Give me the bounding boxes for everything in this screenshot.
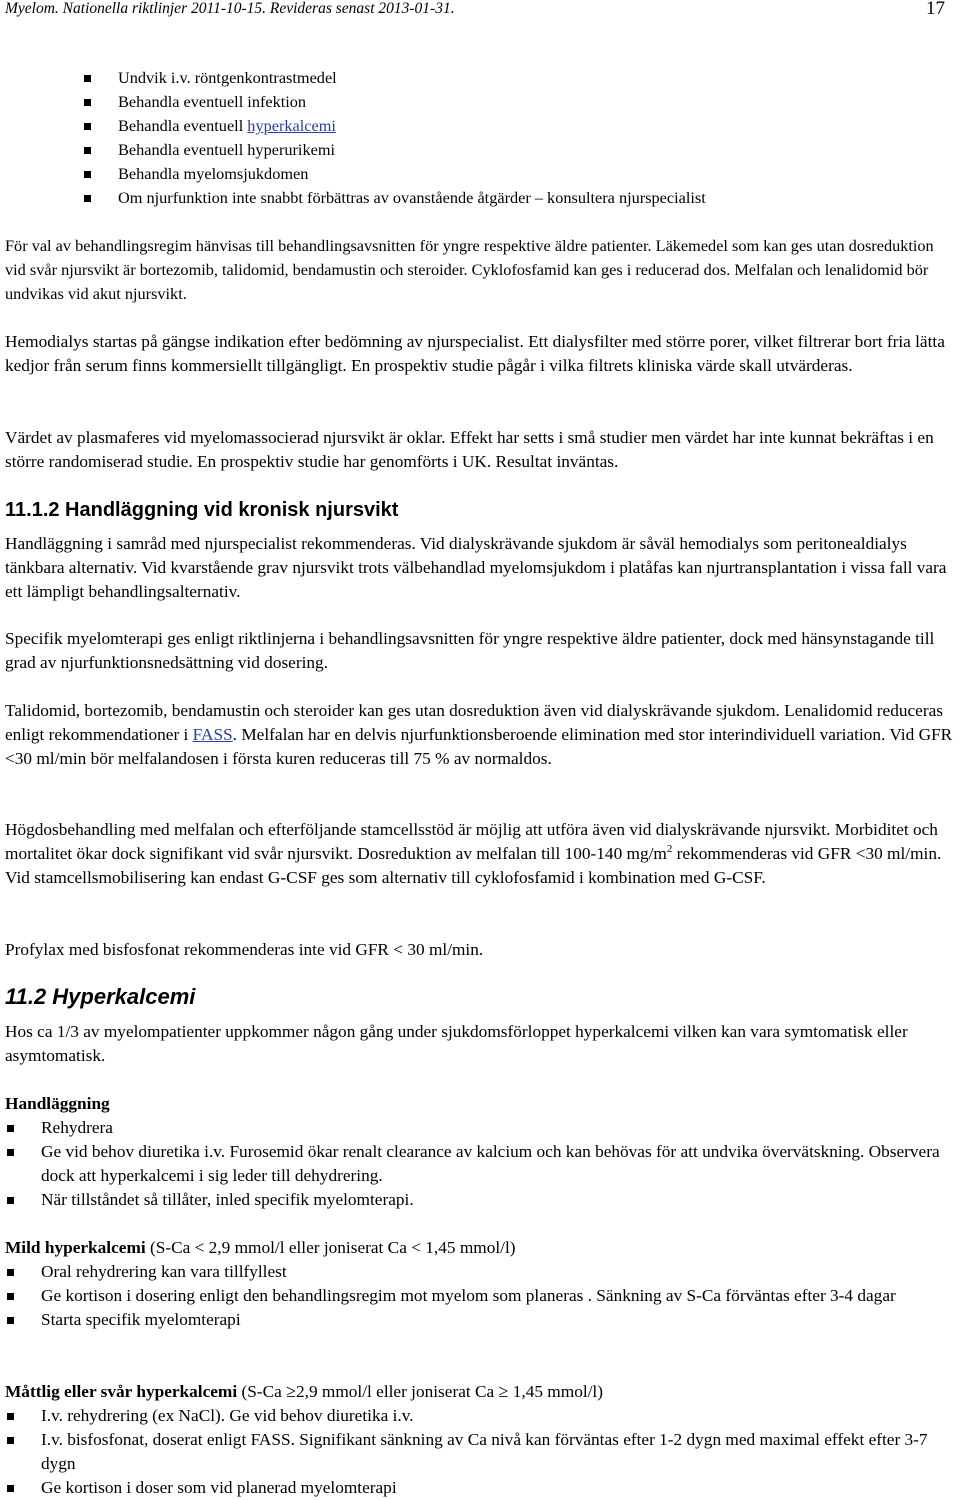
list-item: Ge kortison i doser som vid planerad myelomterapi — [5, 1476, 957, 1500]
handlaggning-section — [5, 1092, 957, 1212]
page-number: 17 — [926, 0, 945, 19]
subheading: Mild hyperkalcemi — [5, 1238, 146, 1257]
paragraph: Handläggning i samråd med njurspecialist rekommenderas. Vid dialyskrävande sjukdom är såväl hemodialys som peritonealdialys tänkbara alternativ. Vid kvarstående grav njursvikt trots välbehandlad myelomsjukdom i platåfas kan njurtransplantation i vissa fall vara ett lämpligt behandlingsalternativ. — [5, 534, 947, 601]
list-item: Ge kortison i dosering enligt den behandlingsregim mot myelom som planeras . Sänkning av S-Ca förväntas efter 3-4 dagar — [5, 1284, 957, 1308]
subheading: Måttlig eller svår hyperkalcemi — [5, 1382, 238, 1401]
paragraph: Profylax med bisfosfonat rekommenderas inte vid GFR < 30 ml/min. — [5, 940, 484, 959]
list-item: Ge vid behov diuretika i.v. Furosemid ökar renalt clearance av kalcium och kan behövas för att undvika övervätskning. Observera dock att hyperkalcemi i sig leder till dehydrering. — [5, 1140, 957, 1188]
list-item: I.v. bisfosfonat, doserat enligt FASS. Signifikant sänkning av Ca nivå kan förväntas efter 1-2 dygn med maximal effekt efter 3-7 dygn — [5, 1428, 957, 1476]
paragraph: Hemodialys startas på gängse indikation efter bedömning av njurspecialist. Ett dialysfilter med större porer, vilket filtrerar bort fria lätta kedjor från serum finns kommersiellt tillgängligt. En prospektiv studie pågår i vilka filtrets kliniska värde skall utvärderas. — [5, 332, 945, 375]
list-item: När tillståndet så tillåter, inled specifik myelomterapi. — [5, 1188, 957, 1212]
list-item: Behandla eventuell infektion — [5, 90, 957, 114]
list-item: Behandla eventuell hyperurikemi — [5, 138, 957, 162]
paragraph: Hos ca 1/3 av myelompatienter uppkommer någon gång under sjukdomsförloppet hyperkalcemi vilken kan vara symtomatisk eller asymtomatisk. — [5, 1022, 908, 1065]
list-item: I.v. rehydrering (ex NaCl). Ge vid behov diuretika i.v. — [5, 1404, 957, 1428]
section-heading-11-1-2: 11.1.2 Handläggning vid kronisk njursvikt — [5, 499, 399, 521]
list-item: Behandla myelomsjukdomen — [5, 162, 957, 186]
list-item: Undvik i.v. röntgenkontrastmedel — [5, 66, 957, 90]
running-title: Myelom. Nationella riktlinjer 2011-10-15. Revideras senast 2013-01-31. — [5, 0, 455, 17]
paragraph: Värdet av plasmaferes vid myelomassocierad njursvikt är oklar. Effekt har setts i små studier men värdet har inte kunnat bekräftas i en större randomiserad studie. En prospektiv studie har genomförts i UK. Resultat inväntas. — [5, 428, 934, 471]
list-item: Rehydrera — [5, 1116, 957, 1140]
mild-hyperkalcemi-section: Mild hyperkalcemi (S-Ca < 2,9 mmol/l eller joniserat Ca < 1,45 mmol/l) Oral rehydrering kan vara tillfyllest Ge kortison i dosering enligt den behandlingsregim mot myelom som planeras . Sänkning av S-Ca förväntas efter 3-4 dagar Starta specifik myelomterapi — [5, 1236, 957, 1332]
svar-hyperkalcemi-section: Måttlig eller svår hyperkalcemi (S-Ca ≥2,9 mmol/l eller joniserat Ca ≥ 1,45 mmol/l) I.v. rehydrering (ex NaCl). Ge vid behov diuretika i.v. I.v. bisfosfonat, doserat enligt FASS. Signifikant sänkning av Ca nivå kan förväntas efter 1-2 dygn med maximal effekt efter 3-7 dygn Ge kortison i doser som vid planerad myelomterapi — [5, 1379, 957, 1500]
paragraph: För val av behandlingsregim hänvisas till behandlingsavsnitten för yngre respektive äldre patienter. Läkemedel som kan ges utan dosreduktion vid svår njursvikt är bortezomib, talidomid, bendamustin och steroider. Cyklofosfamid kan ges i reducerad dos. Melfalan och lenalidomid bör undvikas vid akut njursvikt. — [5, 236, 934, 303]
section-heading-11-2: 11.2 Hyperkalcemi — [5, 984, 196, 1009]
list-item: Oral rehydrering kan vara tillfyllest — [5, 1260, 957, 1284]
paragraph: Högdosbehandling med melfalan och efterföljande stamcellsstöd är möjlig att utföra även vid dialyskrävande njursvikt. Morbiditet och mortalitet ökar dock signifikant vid svår njursvikt. Dosreduktion av melfalan till 100-140 $mg/m^2$ rekommenderas vid GFR <30 ml/min. Vid stamcellsmobilisering kan endast G-CSF ges som alternativ till cyklofosfamid i kombination med G-CSF. — [5, 820, 942, 887]
paragraph: Talidomid, bortezomib, bendamustin och steroider kan ges utan dosreduktion även vid dialyskrävande sjukdom. Lenalidomid reduceras enligt rekommendationer i FASS. Melfalan har en delvis njurfunktionsberoende elimination med stor interindividuell variation. Vid GFR <30 ml/min bör melfalandosen i första kuren reduceras till 75 % av normaldos. — [5, 701, 953, 768]
paragraph: Specifik myelomterapi ges enligt riktlinjerna i behandlingsavsnitten för yngre respektive äldre patienter, dock med hänsynstagande till grad av njurfunktionsnedsättning vid dosering. — [5, 629, 935, 672]
list-item: Om njurfunktion inte snabbt förbättras av ovanstående åtgärder – konsultera njurspecialist — [5, 186, 957, 210]
list-item: Starta specifik myelomterapi — [5, 1308, 957, 1332]
hyperkalcemi-link[interactable]: hyperkalcemi — [247, 116, 336, 135]
fass-link[interactable]: FASS — [192, 725, 233, 744]
page-header — [5, 0, 955, 22]
top-bullet-list — [5, 66, 957, 210]
subheading: Handläggning — [5, 1094, 110, 1113]
list-item: Behandla eventuell hyperkalcemi — [5, 114, 957, 138]
